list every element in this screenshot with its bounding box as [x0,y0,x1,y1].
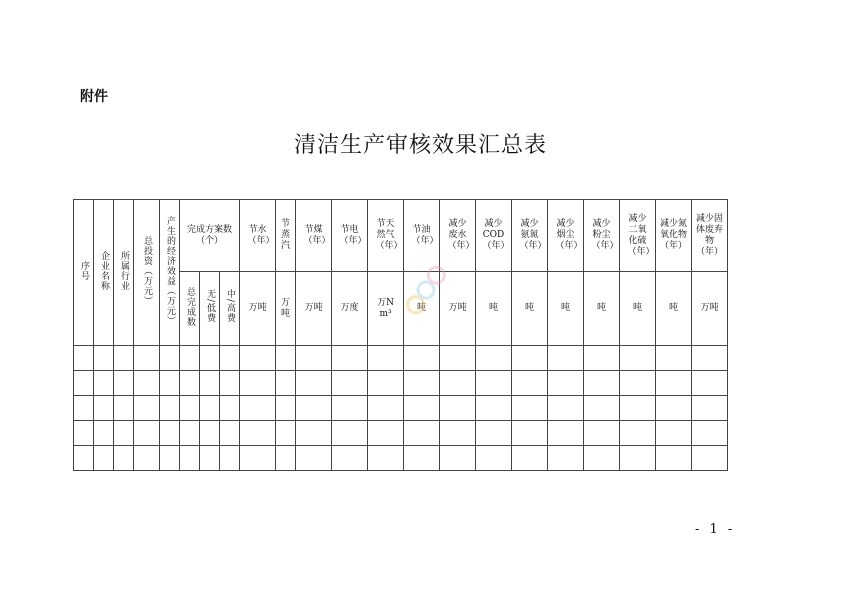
header-cod-reduction: 减少COD（年） [476,200,512,272]
header-completed-plans: 完成方案数（个） [180,200,240,272]
header-coal-saving: 节煤（年） [296,200,332,272]
table-row [74,446,728,471]
header-oil-saving: 节油（年） [404,200,440,272]
unit-water: 万吨 [240,272,276,346]
header-electricity-saving: 节电（年） [332,200,368,272]
header-industry: 所属行业 [114,200,134,346]
header-wastewater-reduction: 减少废水（年） [440,200,476,272]
unit-wastewater: 万吨 [440,272,476,346]
header-company: 企业名称 [94,200,114,346]
unit-solid-waste: 万吨 [692,272,728,346]
header-water-saving: 节水（年） [240,200,276,272]
unit-smoke: 吨 [548,272,584,346]
unit-oil: 吨 [404,272,440,346]
header-seq: 序号 [74,200,94,346]
header-nox-reduction: 减少氮氧化物（年） [656,200,692,272]
table-row [74,396,728,421]
header-plans-total: 总完成数 [180,272,200,346]
unit-nox: 吨 [656,272,692,346]
table-row [74,421,728,446]
page-title: 清洁生产审核效果汇总表 [293,133,547,158]
header-investment: 总投资（万元） [134,200,160,346]
unit-dust: 吨 [584,272,620,346]
unit-steam: 万吨 [276,272,296,346]
header-plans-low-cost: 无/低费 [200,272,220,346]
header-economic-benefit: 产生的经济效益（万元） [160,200,180,346]
header-gas-saving: 节天然气（年） [368,200,404,272]
unit-coal: 万吨 [296,272,332,346]
unit-cod: 吨 [476,272,512,346]
summary-table [73,199,728,471]
header-plans-high-cost: 中/高费 [220,272,240,346]
header-steam-saving: 节蒸汽 [276,200,296,272]
attachment-label: 附件 [80,89,108,105]
unit-ammonia: 吨 [512,272,548,346]
table-row [74,346,728,371]
header-dust-reduction: 减少粉尘（年） [584,200,620,272]
unit-so2: 吨 [620,272,656,346]
header-smoke-reduction: 减少烟尘（年） [548,200,584,272]
header-ammonia-reduction: 减少氨氮（年） [512,200,548,272]
page-number: - 1 - [695,522,736,537]
table-row [74,371,728,396]
unit-gas: 万Nm³ [368,272,404,346]
header-so2-reduction: 减少二氧化硫（年） [620,200,656,272]
unit-electricity: 万度 [332,272,368,346]
header-solid-waste-reduction: 减少固体废弃物（年） [692,200,728,272]
